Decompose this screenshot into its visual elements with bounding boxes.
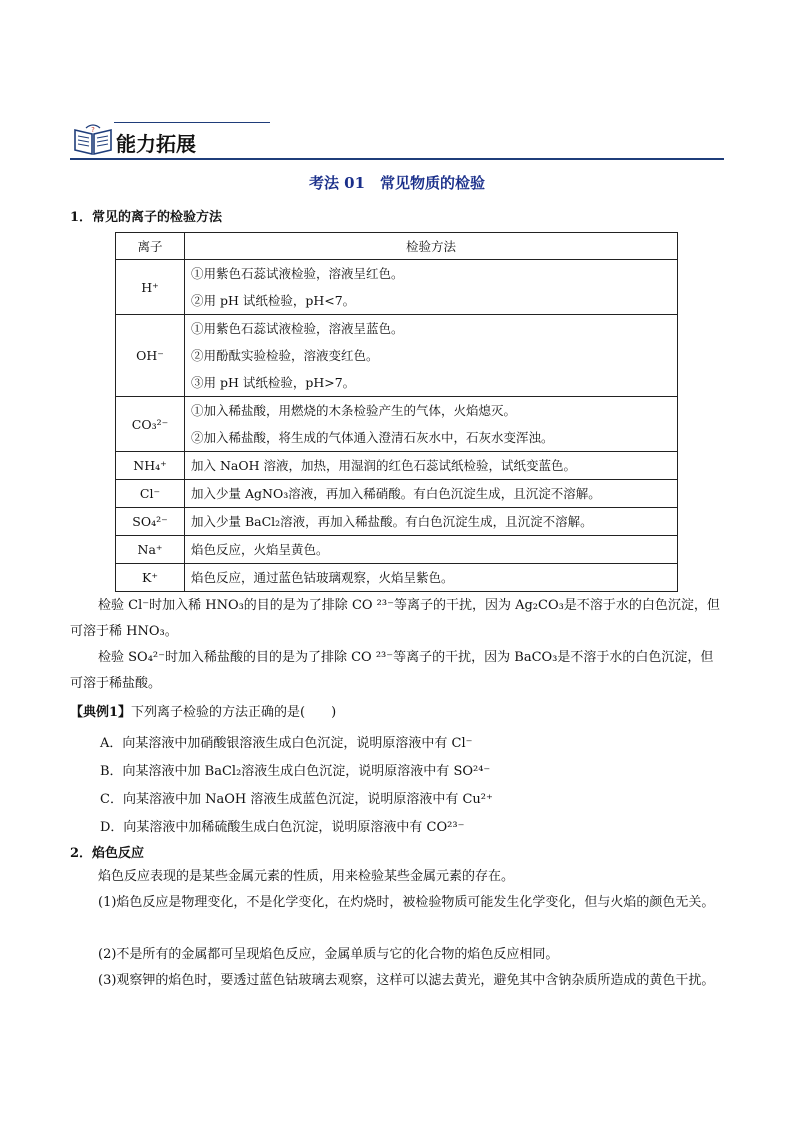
heading-ion-tests: 1．常见的离子的检验方法 bbox=[70, 210, 223, 225]
option-c: C．向某溶液中加 NaOH 溶液生成蓝色沉淀，说明原溶液中有 Cu²⁺ bbox=[100, 792, 493, 807]
ion-cell: OH⁻ bbox=[116, 315, 185, 397]
ion-cell: CO₃²⁻ bbox=[116, 397, 185, 452]
ion-cell: SO₄²⁻ bbox=[116, 508, 185, 536]
example-label: 【典例1】 bbox=[70, 705, 132, 720]
method-line: ③用 pH 试纸检验，pH>7。 bbox=[191, 375, 356, 390]
note-sulfate: 检验 SO₄²⁻时加入稀盐酸的目的是为了排除 CO ²³⁻等离子的干扰，因为 BaCO₃是不溶于水的白色沉淀，但可溶于稀盐酸。 bbox=[70, 650, 714, 691]
method-cell: 加入 NaOH 溶液，加热，用湿润的红色石蕊试纸检验，试纸变蓝色。 bbox=[185, 452, 678, 480]
table-row bbox=[116, 536, 678, 564]
section-banner bbox=[70, 118, 724, 160]
table-row bbox=[116, 508, 678, 536]
ion-cell: Na⁺ bbox=[116, 536, 185, 564]
ion-cell: NH₄⁺ bbox=[116, 452, 185, 480]
table-header-row bbox=[116, 233, 678, 260]
method-line: ①用紫色石蕊试液检验，溶液呈蓝色。 bbox=[191, 321, 404, 336]
flame-paragraph: (3)观察钾的焰色时，要透过蓝色钴玻璃去观察，这样可以滤去黄光，避免其中含钠杂质所造成的黄色干扰。 bbox=[98, 973, 715, 988]
method-cell: 焰色反应，通过蓝色钴玻璃观察，火焰呈紫色。 bbox=[185, 564, 678, 592]
flame-paragraph: (2)不是所有的金属都可呈现焰色反应，金属单质与它的化合物的焰色反应相同。 bbox=[98, 947, 559, 962]
heading-flame-test: 2．焰色反应 bbox=[70, 846, 145, 861]
flame-paragraph: 焰色反应表现的是某些金属元素的性质，用来检验某些金属元素的存在。 bbox=[98, 869, 515, 884]
example-question-text: 下列离子检验的方法正确的是( ) bbox=[131, 705, 337, 720]
method-line: ②用酚酞实验检验，溶液变红色。 bbox=[191, 348, 379, 363]
note-chloride: 检验 Cl⁻时加入稀 HNO₃的目的是为了排除 CO ²³⁻等离子的干扰，因为 Ag₂CO₃是不溶于水的白色沉淀，但可溶于稀 HNO₃。 bbox=[70, 598, 720, 639]
ion-cell: Cl⁻ bbox=[116, 480, 185, 508]
method-cell: 焰色反应，火焰呈黄色。 bbox=[185, 536, 678, 564]
method-line: ②加入稀盐酸，将生成的气体通入澄清石灰水中，石灰水变浑浊。 bbox=[191, 430, 554, 445]
ion-cell: K⁺ bbox=[116, 564, 185, 592]
svg-text:?: ? bbox=[91, 126, 95, 134]
method-cell: 加入少量 AgNO₃溶液，再加入稀硝酸。有白色沉淀生成，且沉淀不溶解。 bbox=[185, 480, 678, 508]
banner-top-line bbox=[114, 122, 270, 123]
header-method: 检验方法 bbox=[185, 233, 678, 260]
ion-test-table bbox=[115, 232, 678, 592]
method-cell bbox=[185, 260, 678, 315]
table-row bbox=[116, 260, 678, 315]
method-line: ②用 pH 试纸检验，pH<7。 bbox=[191, 293, 356, 308]
section-title: 考法 01 常见物质的检验 bbox=[308, 174, 486, 192]
header-ion: 离子 bbox=[116, 233, 185, 260]
table-row bbox=[116, 397, 678, 452]
table-row bbox=[116, 564, 678, 592]
method-line: ①用紫色石蕊试液检验，溶液呈红色。 bbox=[191, 266, 404, 281]
open-book-icon bbox=[72, 122, 114, 160]
banner-title: 能力拓展 bbox=[116, 132, 196, 156]
table-row bbox=[116, 452, 678, 480]
flame-paragraph: (1)焰色反应是物理变化，不是化学变化，在灼烧时，被检验物质可能发生化学变化，但与火焰的颜色无关。 bbox=[98, 895, 715, 910]
option-d: D．向某溶液中加稀硫酸生成白色沉淀，说明原溶液中有 CO²³⁻ bbox=[100, 820, 465, 835]
method-line: ①加入稀盐酸，用燃烧的木条检验产生的气体，火焰熄灭。 bbox=[191, 403, 517, 418]
method-cell bbox=[185, 397, 678, 452]
banner-underline bbox=[70, 158, 724, 160]
method-cell: 加入少量 BaCl₂溶液，再加入稀盐酸。有白色沉淀生成，且沉淀不溶解。 bbox=[185, 508, 678, 536]
example-question bbox=[70, 700, 726, 726]
method-cell bbox=[185, 315, 678, 397]
ion-cell: H⁺ bbox=[116, 260, 185, 315]
table-row bbox=[116, 315, 678, 397]
table-row bbox=[116, 480, 678, 508]
option-a: A．向某溶液中加硝酸银溶液生成白色沉淀，说明原溶液中有 Cl⁻ bbox=[100, 736, 473, 751]
option-b: B．向某溶液中加 BaCl₂溶液生成白色沉淀，说明原溶液中有 SO²⁴⁻ bbox=[100, 764, 491, 779]
